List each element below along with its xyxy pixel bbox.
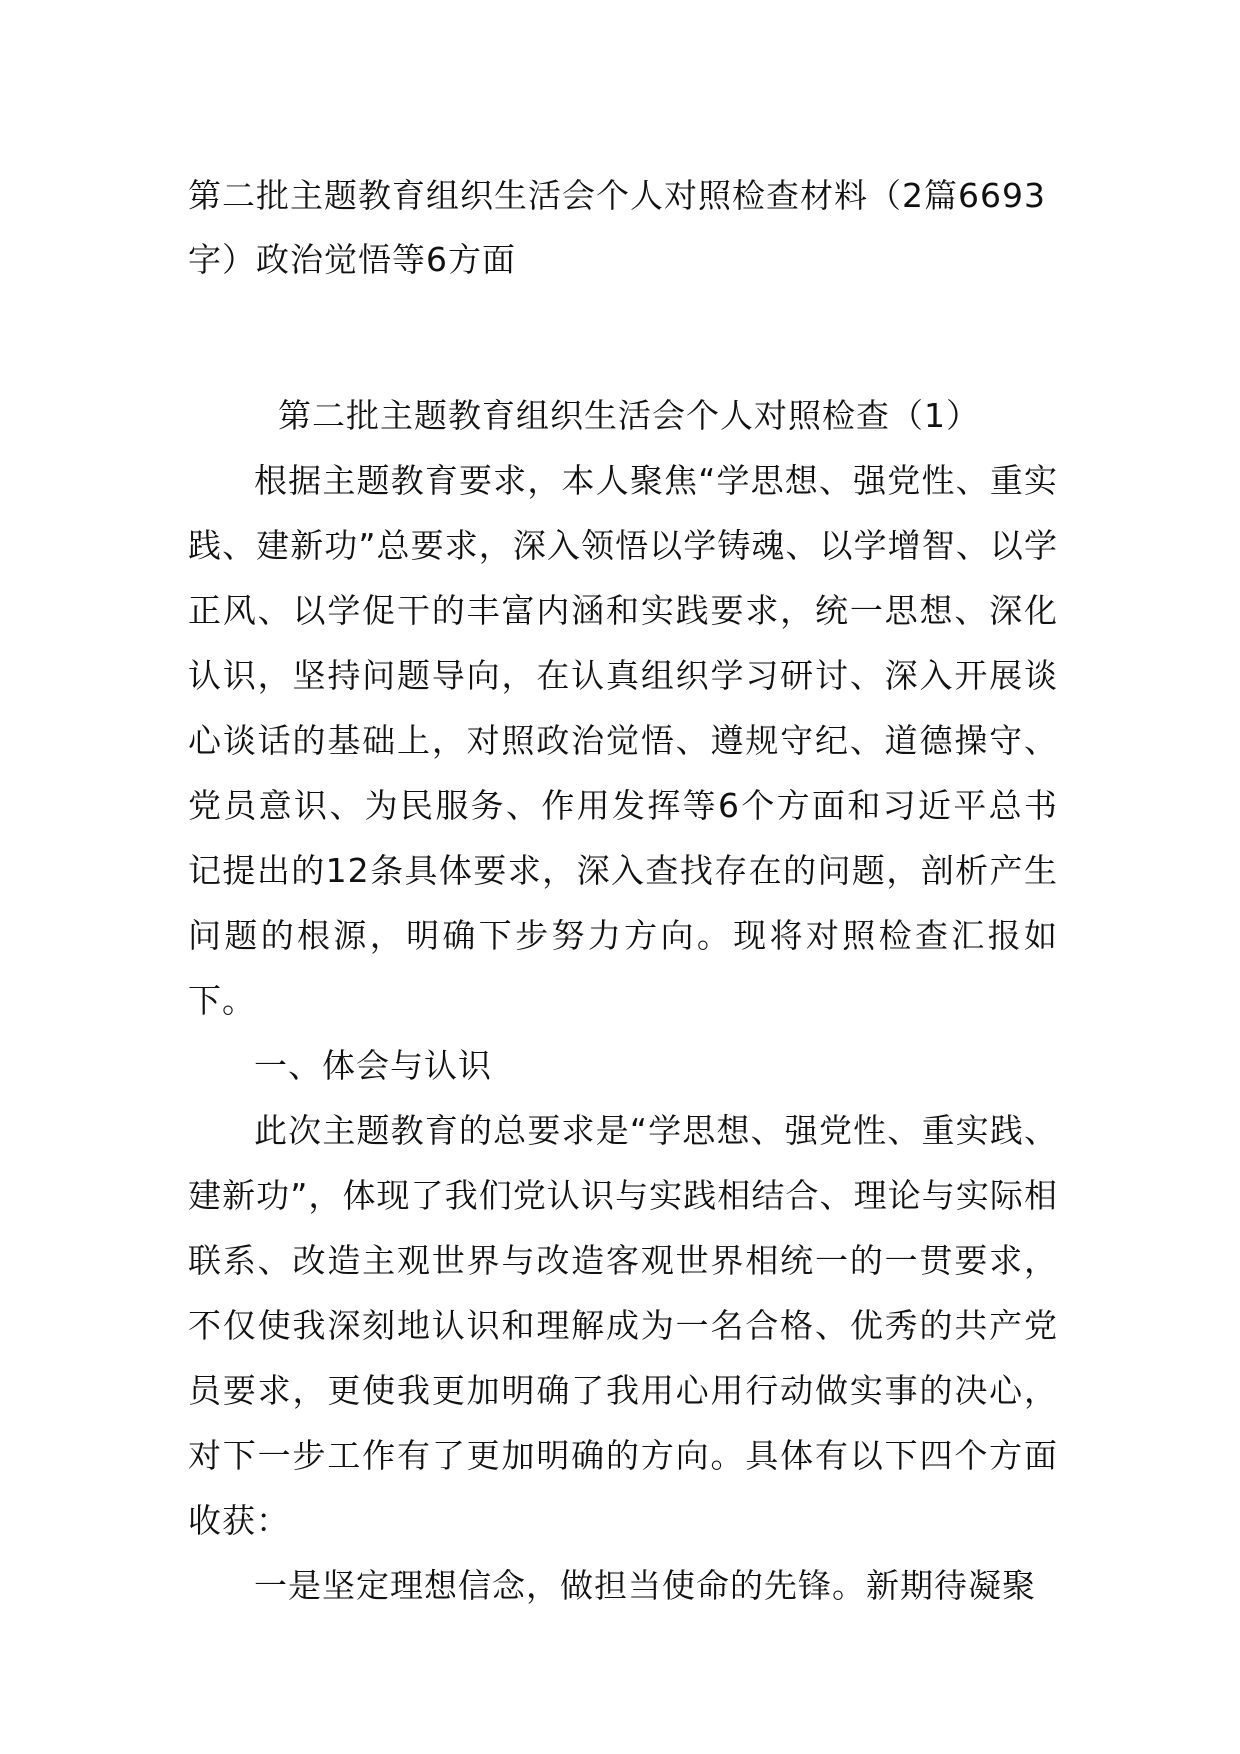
section-paragraph-continued: 一是坚定理想信念，做担当使命的先锋。新期待凝聚 [254, 1566, 1036, 1605]
title-spacer [188, 292, 1058, 384]
section-paragraph: 此次主题教育的总要求是“学思想、强党性、重实践、建新功”，体现了我们党认识与实践相结合、理论与实际相联系、改造主观世界与改造客观世界相统一的一贯要求，不仅使我深刻地认识和理解成为一名合格、优秀的共产党员要求，更使我更加明确了我用心用行动做实事的决心，对下一步工作有了更加明确的方向。具体有以下四个方面收获： [188, 1111, 1058, 1540]
document-body [188, 164, 1058, 1618]
intro-paragraph: 根据主题教育要求，本人聚焦“学思想、强党性、重实践、建新功”总要求，深入领悟以学铸魂、以学增智、以学正风、以学促干的丰富内涵和实践要求，统一思想、深化认识，坚持问题导向，在认真组织学习研讨、深入开展谈心谈话的基础上，对照政治觉悟、遵规守纪、道德操守、党员意识、为民服务、作用发挥等6个方面和习近平总书记提出的12条具体要求，深入查找存在的问题，剖析产生问题的根源，明确下步努力方向。现将对照检查汇报如下。 [188, 461, 1058, 1020]
document-subtitle: 第二批主题教育组织生活会个人对照检查（1） [278, 396, 980, 435]
section-heading: 一、体会与认识 [254, 1046, 492, 1085]
document-title: 第二批主题教育组织生活会个人对照检查材料（2篇6693字）政治觉悟等6方面 [188, 176, 1046, 279]
